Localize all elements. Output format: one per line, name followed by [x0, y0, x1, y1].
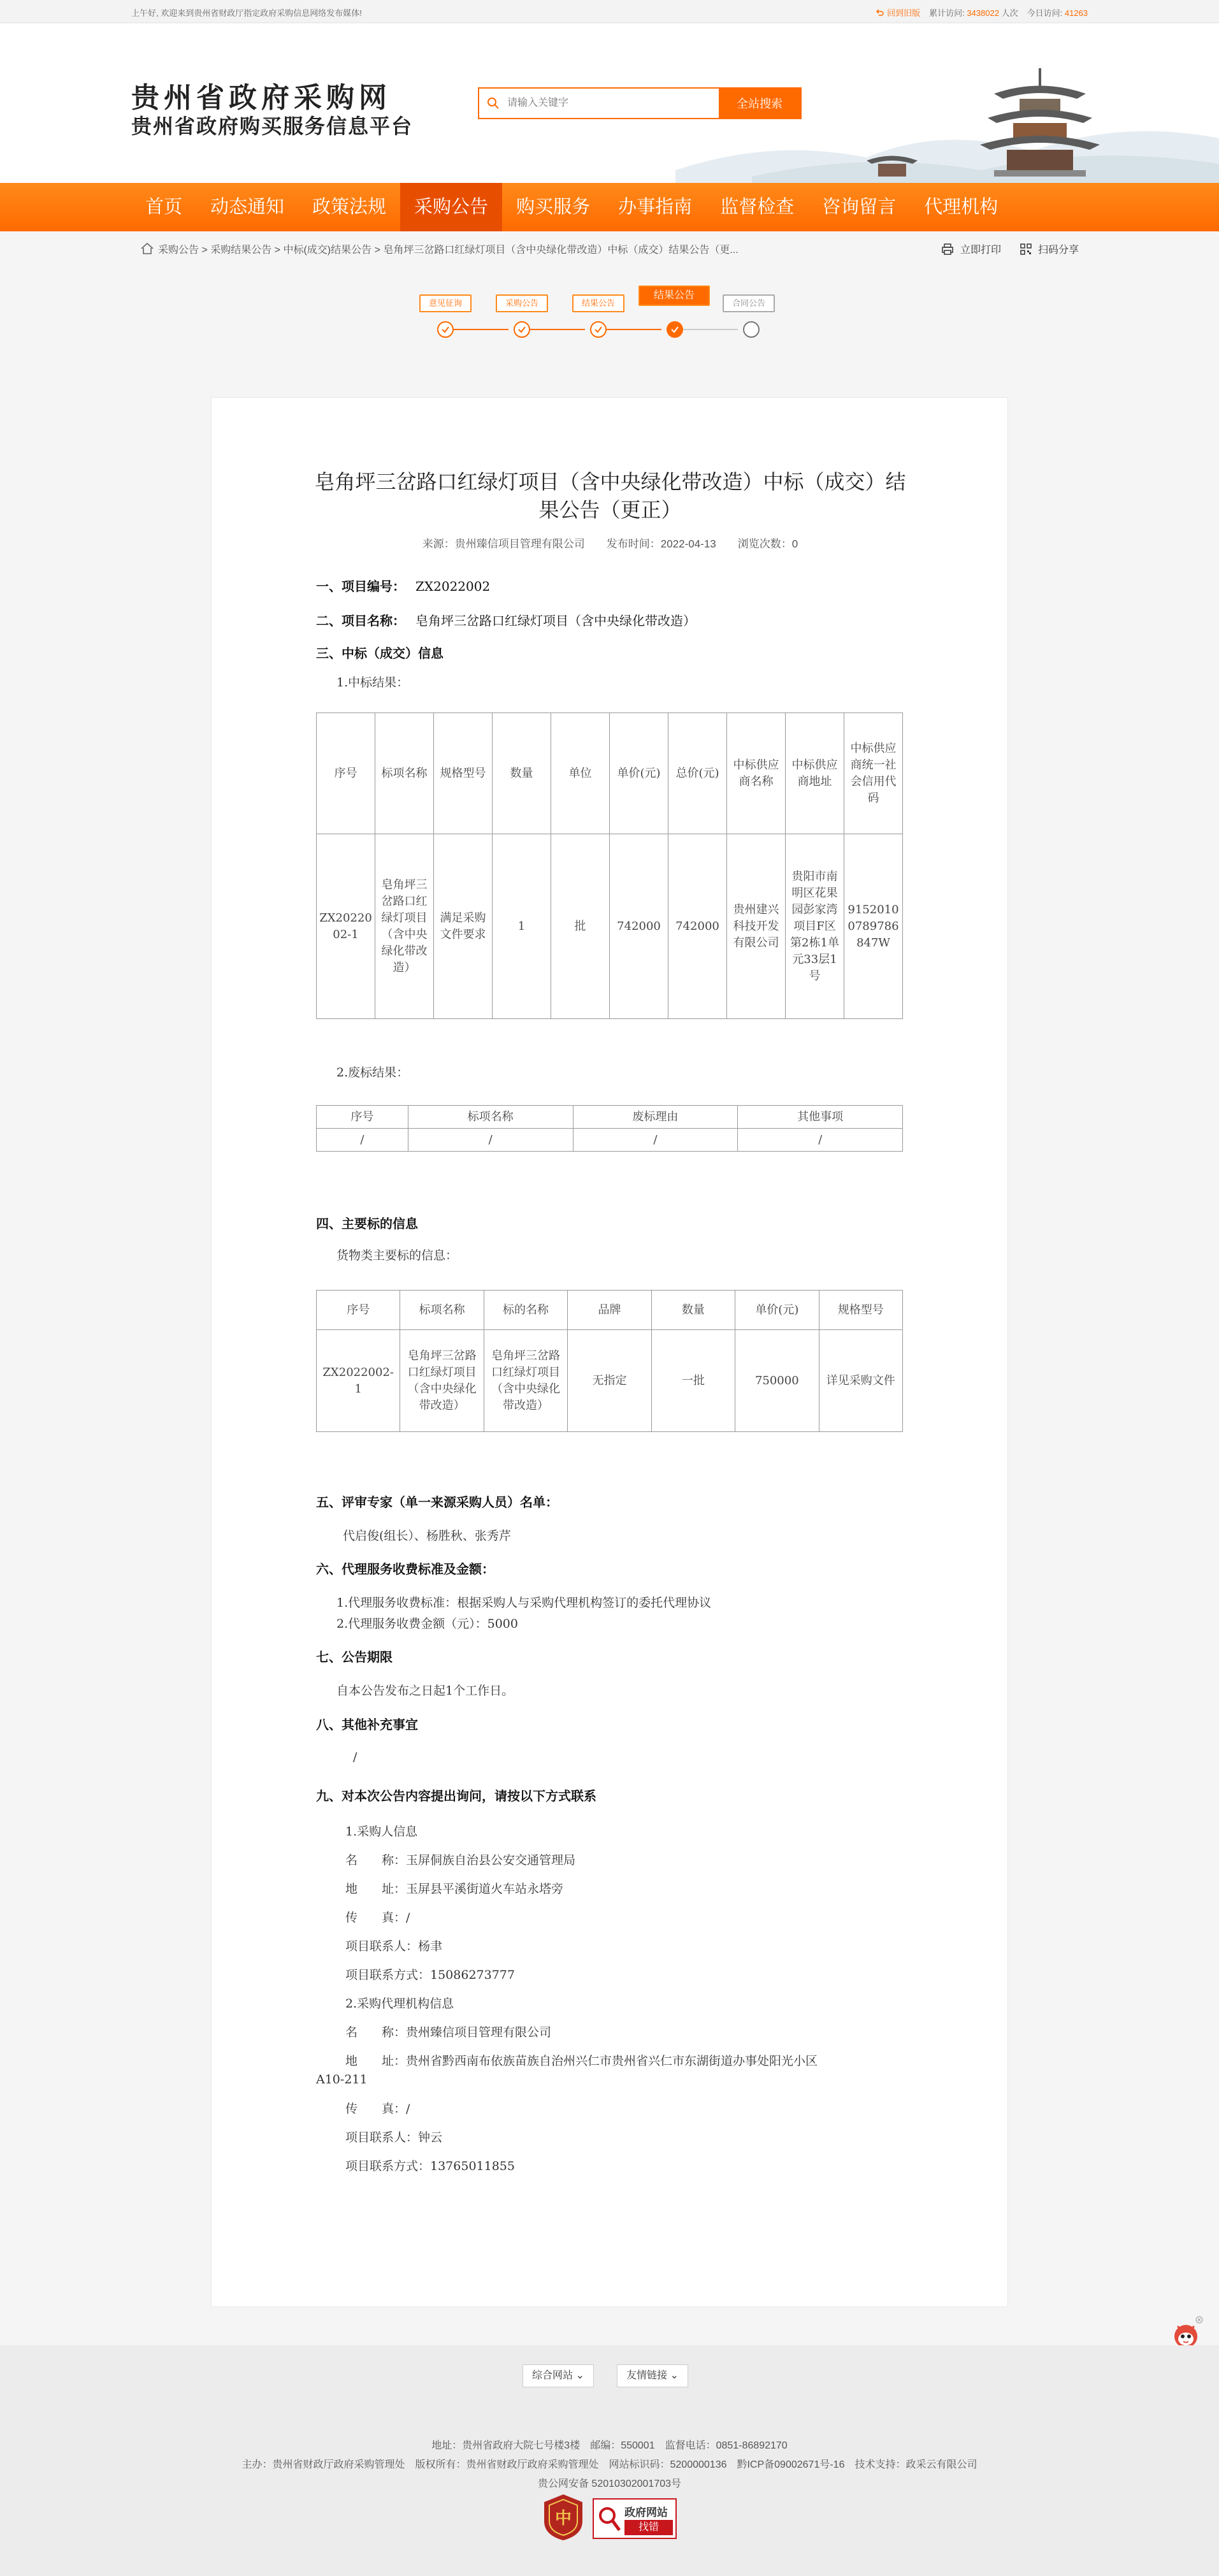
main-nav — [0, 183, 1219, 231]
today-visits: 今日访问: 41263 — [1027, 8, 1088, 18]
table-cell: 批 — [551, 834, 610, 1019]
section-contact: 九、对本次公告内容提出询问，请按以下方式联系 — [316, 1788, 596, 1804]
table-cell: 详见采购文件 — [819, 1330, 902, 1432]
table-cell: 742000 — [610, 834, 668, 1019]
table-cell: 皂角坪三岔路口红绿灯项目（含中央绿化带改造） — [484, 1330, 567, 1432]
undo-icon — [876, 8, 884, 17]
step-label-current[interactable]: 结果公告 — [638, 286, 710, 306]
announcement-title: 皂角坪三岔路口红绿灯项目（含中央绿化带改造）中标（成交）结果公告（更正） — [314, 470, 906, 522]
contact-line: 传 真：/ — [345, 1911, 410, 1925]
table-header-cell: 标项名称 — [375, 713, 434, 834]
notice-period-text: 自本公告发布之日起1个工作日。 — [336, 1684, 514, 1698]
table-header-cell: 序号 — [317, 713, 375, 834]
table-header-cell: 序号 — [317, 1106, 408, 1129]
welcome-text: 上午好, 欢迎来到贵州省财政厅指定政府采购信息网络发布媒体! — [131, 8, 362, 18]
search-icon — [479, 89, 507, 118]
gov-site-error-report[interactable]: 政府网站 找错 — [593, 2498, 677, 2539]
table-header-cell: 单位 — [551, 713, 610, 834]
print-button[interactable]: 立即打印 — [941, 242, 1001, 256]
nav-item-3[interactable]: 政策法规 — [312, 197, 387, 217]
site-header — [0, 24, 1219, 183]
table-header-row — [317, 713, 903, 834]
table-cell: / — [573, 1129, 738, 1152]
table-header-row — [317, 1291, 903, 1330]
table-header-cell: 规格型号 — [819, 1291, 902, 1330]
chevron-down-icon: ⌄ — [670, 2370, 679, 2381]
contact-line: 项目联系方式：15086273777 — [345, 1968, 515, 1982]
table-header-cell: 单价(元) — [735, 1291, 819, 1330]
goods-info-label: 货物类主要标的信息： — [336, 1248, 458, 1263]
site-footer — [0, 2345, 1219, 2576]
section-project-name: 二、项目名称： 皂角坪三岔路口红绿灯项目（含中央绿化带改造） — [316, 613, 696, 628]
step-check-icon — [514, 321, 530, 338]
table-row — [317, 1129, 903, 1152]
table-header-row — [317, 1106, 903, 1129]
experts-list: 代启俊(组长）、杨胜秋、张秀芹 — [343, 1529, 511, 1543]
table-header-cell: 单价(元) — [610, 713, 668, 834]
nav-item-6[interactable]: 办事指南 — [618, 197, 693, 217]
nav-item-1[interactable]: 首页 — [145, 197, 183, 217]
fee-amount: 2.代理服务收费金额（元）：5000 — [336, 1617, 518, 1631]
announcement-meta: 来源：贵州臻信项目管理有限公司 发布时间：2022-04-13 浏览次数：0 — [422, 538, 798, 550]
contact-line: 2.采购代理机构信息 — [345, 1997, 454, 2011]
top-bar — [0, 0, 1219, 23]
contact-line: 传 真：/ — [345, 2102, 410, 2116]
table-cell: 贵阳市南明区花果园彭家湾项目F区第2栋1单元33层1号 — [786, 834, 844, 1019]
step-connector — [678, 329, 738, 330]
step-connector — [525, 329, 585, 330]
table-cell: 91520100789786847W — [844, 834, 903, 1019]
step-label-5[interactable]: 合同公告 — [723, 294, 775, 312]
section-experts: 五、评审专家（单一来源采购人员）名单： — [316, 1494, 558, 1510]
step-current-check-icon — [667, 321, 683, 338]
table-cell: 皂角坪三岔路口红绿灯项目（含中央绿化带改造） — [400, 1330, 484, 1432]
announcement-progress — [395, 280, 841, 344]
pavilion-illustration — [675, 43, 1219, 183]
svg-text:中: 中 — [554, 2509, 572, 2528]
announcement-card — [211, 397, 1008, 2307]
other-matters-text: / — [353, 1750, 357, 1764]
table-header-cell: 总价(元) — [668, 713, 727, 834]
visit-stats — [876, 6, 1088, 18]
step-check-icon — [437, 321, 454, 338]
table-cell: 满足采购文件要求 — [434, 834, 493, 1019]
party-government-emblem[interactable] — [542, 2493, 585, 2542]
table-cell: / — [738, 1129, 903, 1152]
table-cell: / — [317, 1129, 408, 1152]
magnifier-icon — [598, 2506, 622, 2533]
table-cell: 1 — [493, 834, 551, 1019]
table-row — [317, 834, 903, 1019]
footer-copyright: 主办：贵州省财政厅政府采购管理处 版权所有：贵州省财政厅政府采购管理处 网站标识码：5200000136 黔ICP备09002671号-16 技术支持：政采云有限公司 — [242, 2459, 977, 2470]
printer-icon — [941, 243, 954, 255]
back-old-version-link[interactable]: 回到旧版 — [876, 6, 920, 18]
nav-item-7[interactable]: 监督检查 — [720, 197, 795, 217]
section-main-items: 四、主要标的信息 — [316, 1216, 418, 1231]
table-cell: 742000 — [668, 834, 727, 1019]
contact-line: 项目联系方式：13765011855 — [345, 2159, 515, 2173]
contact-line: 项目联系人：钟云 — [345, 2131, 443, 2145]
contact-line: 名 称：玉屏侗族自治县公安交通管理局 — [345, 1853, 576, 1867]
table-header-cell: 中标供应商统一社会信用代码 — [844, 713, 903, 834]
section-award-info: 三、中标（成交）信息 — [316, 646, 444, 661]
table-header-cell: 数量 — [651, 1291, 735, 1330]
footer-address: 地址：贵州省政府大院七号楼3楼 邮编：550001 监督电话：0851-86892170 — [431, 2440, 788, 2451]
nav-item-8[interactable]: 咨询留言 — [822, 197, 897, 217]
breadcrumb[interactable]: 采购公告 > 采购结果公告 > 中标(成交)结果公告 > 皂角坪三岔路口红绿灯项目（含中央绿化带改造）中标（成交）结果公告（更... — [158, 244, 739, 256]
table-header-cell: 标项名称 — [400, 1291, 484, 1330]
goods-info-table — [316, 1290, 903, 1432]
contact-line: 地 址：玉屏县平溪街道火车站永塔旁 — [345, 1882, 564, 1896]
table-cell: ZX2022002-1 — [317, 1330, 400, 1432]
table-cell: ZX2022002-1 — [317, 834, 375, 1019]
section-other-matters: 八、其他补充事宜 — [316, 1717, 418, 1732]
table-header-cell: 规格型号 — [434, 713, 493, 834]
step-label-2[interactable]: 采购公告 — [496, 294, 548, 312]
step-check-icon — [590, 321, 607, 338]
table-header-cell: 标项名称 — [408, 1106, 573, 1129]
table-cell: / — [408, 1129, 573, 1152]
table-header-cell: 其他事项 — [738, 1106, 903, 1129]
contact-line: 名 称：贵州臻信项目管理有限公司 — [345, 2025, 552, 2039]
footer-security-record[interactable]: 贵公网安备 52010302001703号 — [537, 2478, 682, 2489]
contact-line: 项目联系人：杨聿 — [345, 1939, 443, 1953]
step-label-3[interactable]: 结果公告 — [572, 294, 624, 312]
table-header-cell: 中标供应商名称 — [727, 713, 786, 834]
step-connector — [602, 329, 661, 330]
table-cell: 750000 — [735, 1330, 819, 1432]
table-row — [317, 1330, 903, 1432]
site-logo-title[interactable]: 贵州省政府采购网 — [131, 82, 391, 114]
contact-line: 地 址：贵州省黔西南布依族苗族自治州兴仁市贵州省兴仁市东湖街道办事处阳光小区 — [345, 2054, 818, 2068]
table-header-cell: 品牌 — [568, 1291, 651, 1330]
award-result-label: 1.中标结果： — [336, 676, 409, 690]
total-visits: 累计访问: 3438022 人次 — [929, 8, 1018, 18]
chevron-down-icon: ⌄ — [575, 2370, 584, 2381]
table-header-cell: 中标供应商地址 — [786, 713, 844, 834]
step-connector — [449, 329, 509, 330]
table-header-cell: 废标理由 — [573, 1106, 738, 1129]
failed-bid-table — [316, 1105, 903, 1152]
table-header-cell: 标的名称 — [484, 1291, 567, 1330]
breadcrumb-bar — [140, 233, 1079, 264]
table-cell: 贵州建兴科技开发有限公司 — [727, 834, 786, 1019]
contact-line: 1.采购人信息 — [345, 1825, 418, 1839]
table-cell: 无指定 — [568, 1330, 651, 1432]
table-cell: 一批 — [651, 1330, 735, 1432]
section-project-number: 一、项目编号： ZX2022002 — [316, 579, 491, 594]
site-logo-subtitle: 贵州省政府购买服务信息平台 — [131, 114, 414, 138]
nav-item-2[interactable]: 动态通知 — [210, 197, 285, 217]
nav-item-5[interactable]: 购买服务 — [516, 197, 591, 217]
contact-line: A10-211 — [316, 2073, 368, 2087]
friend-links-dropdown[interactable]: 友情链接 ⌄ — [617, 2364, 688, 2387]
table-cell: 皂角坪三岔路口红绿灯项目（含中央绿化带改造） — [375, 834, 434, 1019]
section-notice-period: 七、公告期限 — [316, 1649, 393, 1665]
table-header-cell: 数量 — [493, 713, 551, 834]
site-select-dropdown[interactable]: 综合网站 ⌄ — [523, 2364, 594, 2387]
home-icon[interactable] — [140, 243, 154, 254]
site-search-button[interactable]: 全站搜索 — [719, 89, 800, 118]
page-tools — [941, 242, 1079, 256]
fee-standard: 1.代理服务收费标准：根据采购人与采购代理机构签订的委托代理协议 — [336, 1596, 712, 1610]
share-button[interactable]: 扫码分享 — [1020, 242, 1079, 256]
table-header-cell: 序号 — [317, 1291, 400, 1330]
nav-item-9[interactable]: 代理机构 — [924, 197, 999, 217]
failed-bid-label: 2.废标结果： — [336, 1066, 409, 1080]
nav-item-4[interactable]: 采购公告 — [400, 183, 502, 231]
section-agency-fee: 六、代理服务收费标准及金额： — [316, 1561, 494, 1577]
award-result-table — [316, 713, 903, 1019]
qr-code-icon — [1020, 243, 1032, 255]
step-label-1[interactable]: 意见征询 — [419, 294, 472, 312]
step-pending-circle-icon — [743, 321, 760, 338]
